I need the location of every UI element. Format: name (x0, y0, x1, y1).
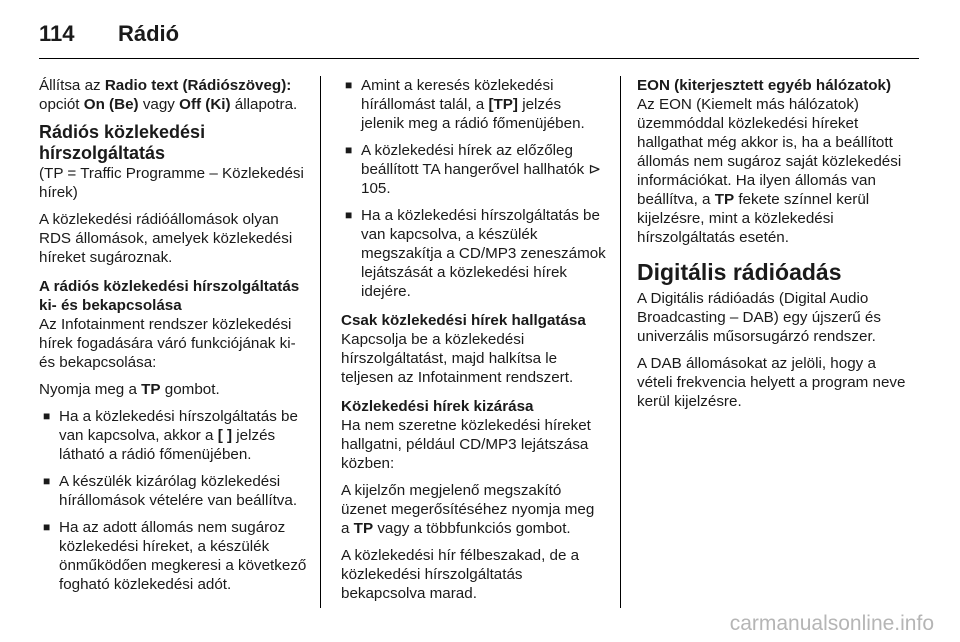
bullet-list (39, 407, 309, 594)
menu-option: Radio text (Rádiószöveg): (104, 77, 292, 94)
text-run: fekete színnel kerül kijelzésre, mint a közlekedési hírszolgáltatás esetén. (637, 191, 870, 246)
column-3 (637, 76, 909, 419)
text-run: Az EON (Kiemelt más hálózatok) üzemmóddal közlekedési híreket hallgathat még akkor is, ha a beállított állomás nem sugároz saját közlekedési információkat. Ha ilyen állomás van beállítva, a (637, 96, 902, 208)
paragraph: A DAB állomásokat az jelöli, hogy a vételi frekvencia helyett a program neve kerül kijelzésre. (637, 355, 906, 410)
text-run: opciót (39, 96, 84, 113)
chapter-title: Rádió (118, 21, 180, 46)
subsection-heading: Közlekedési hírek kizárása (341, 398, 534, 415)
text-run: Nyomja meg a (39, 381, 142, 398)
paragraph (637, 95, 909, 247)
indicator-symbol: TP (714, 191, 735, 208)
text-run: Amint a keresés közlekedési hírállomást talál, a (361, 77, 554, 113)
subsection-heading: A rádiós közlekedési hírszolgáltatás ki- és bekapcsolása (39, 278, 300, 314)
page-number: 114 (39, 21, 75, 46)
text-run: A kijelzőn megjelenő megszakító üzenet megerősítéséhez nyomja meg a (341, 482, 595, 537)
page-reference-icon: ⊳ (588, 161, 602, 178)
list-item (39, 407, 309, 464)
menu-option: On (Be) (83, 96, 139, 113)
subsection-heading: Csak közlekedési hírek hallgatása (341, 312, 586, 329)
list-item (341, 76, 606, 133)
tp-definition: (TP = Traffic Programme – Közlekedési hírek) (39, 165, 304, 201)
text-run: vagy a többfunkciós gombot. (373, 520, 571, 537)
text-run: állapotra. (230, 96, 298, 113)
text-run: . (386, 180, 391, 197)
paragraph: A közlekedési hír félbeszakad, de a közlekedési hírszolgáltatás bekapcsolva marad. (341, 547, 580, 602)
text-run: Ha a közlekedési hírszolgáltatás be van kapcsolva, a készülék megszakítja a CD/MP3 zeneszámok lejátszását a közlekedési hírek idejére. (361, 207, 606, 300)
column-divider-1 (320, 76, 321, 608)
list-item (341, 206, 606, 301)
list-item (341, 141, 606, 198)
radio-text-paragraph (39, 76, 309, 114)
section-heading: Digitális rádióadás (637, 259, 842, 285)
page-header (39, 12, 919, 52)
paragraph (341, 481, 606, 538)
paragraph: A Digitális rádióadás (Digital Audio Broadcasting – DAB) egy újszerű és univerzális műsorsugárzó rendszer. (637, 290, 881, 345)
paragraph: Ha nem szeretne közlekedési híreket hallgatni, például CD/MP3 lejátszása közben: (341, 417, 591, 472)
text-run: A közlekedési hírek az előzőleg beállított TA hangerővel hallhatók (361, 142, 589, 178)
column-1 (39, 76, 309, 602)
text-run: jelzés látható a rádió főmenüjében. (59, 427, 276, 463)
column-2 (341, 76, 606, 611)
paragraph (39, 380, 309, 399)
column-divider-2 (620, 76, 621, 608)
indicator-symbol: [TP] (488, 96, 518, 113)
paragraph: Az Infotainment rendszer közlekedési hírek fogadására váró funkciójának ki- és bekapcsolása: (39, 316, 296, 371)
list-item (39, 518, 309, 594)
bullet-list (341, 76, 606, 301)
watermark: carmanualsonline.info (729, 612, 934, 635)
text-run: Állítsa az (39, 77, 105, 94)
text-run: gombot. (160, 381, 220, 398)
text-run: Ha a közlekedési hírszolgáltatás be van kapcsolva, akkor a (59, 408, 298, 444)
text-run: jelzés jelenik meg a rádió főmenüjében. (361, 96, 585, 132)
section-heading: Rádiós közlekedési hírszolgáltatás (39, 122, 206, 163)
button-name: TP (141, 381, 161, 398)
text-run: vagy (138, 96, 180, 113)
subsection-heading: EON (kiterjesztett egyéb hálózatok) (637, 77, 892, 94)
text-run: A készülék kizárólag közlekedési hírállomások vételére van beállítva. (59, 473, 298, 509)
page-reference[interactable]: 105 (361, 180, 387, 197)
header-divider (39, 58, 919, 59)
list-item (39, 472, 309, 510)
button-name: TP (353, 520, 374, 537)
indicator-symbol: [ ] (217, 427, 233, 444)
menu-option: Off (Ki) (179, 96, 231, 113)
text-run: Ha az adott állomás nem sugároz közlekedési híreket, a készülék önműködően megkeresi a következő fogható közlekedési adót. (59, 519, 307, 593)
paragraph: Kapcsolja be a közlekedési hírszolgáltatást, majd halkítsa le teljesen az Infotainment rendszert. (341, 331, 574, 386)
paragraph: A közlekedési rádióállomások olyan RDS állomások, amelyek közlekedési híreket sugároznak. (39, 211, 293, 266)
